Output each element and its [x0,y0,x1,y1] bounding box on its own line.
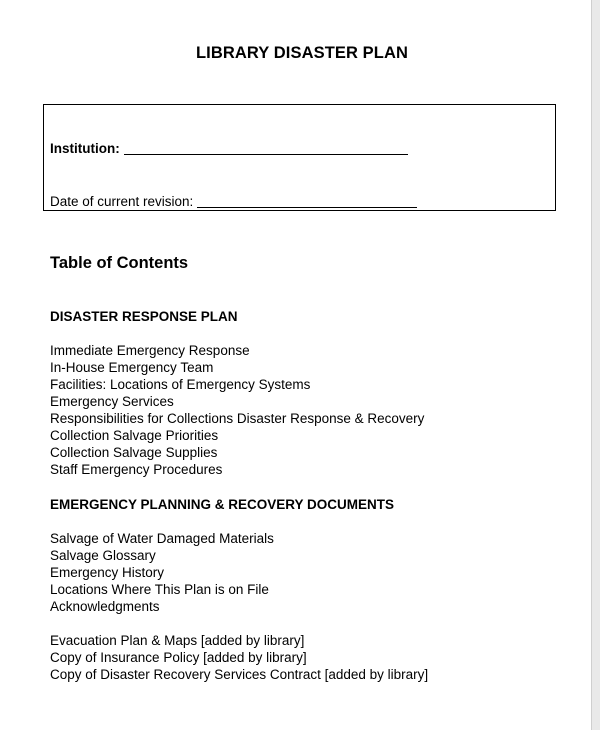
section-heading-disaster-response: DISASTER RESPONSE PLAN [50,309,238,324]
revision-date-field [50,194,417,209]
toc-item: Emergency History [50,565,165,580]
institution-field [50,141,408,156]
toc-item: Locations Where This Plan is on File [50,582,269,597]
toc-item: Collection Salvage Priorities [50,428,219,443]
institution-label: Institution: [50,141,120,156]
section-heading-emergency-planning: EMERGENCY PLANNING & RECOVERY DOCUMENTS [50,497,395,512]
page-edge-divider [591,0,592,730]
institution-blank-line [124,154,408,155]
toc-item: Immediate Emergency Response [50,343,250,358]
toc-item: Responsibilities for Collections Disaster Response & Recovery [50,411,425,426]
toc-item: Copy of Insurance Policy [added by library] [50,650,307,665]
toc-item: Salvage of Water Damaged Materials [50,531,274,546]
toc-item: Salvage Glossary [50,548,156,563]
revision-date-blank-line [197,207,417,208]
toc-item: Copy of Disaster Recovery Services Contract [added by library] [50,667,429,682]
toc-list-disaster-response [50,342,424,478]
toc-item: Emergency Services [50,394,174,409]
toc-item: Staff Emergency Procedures [50,462,223,477]
toc-item: Acknowledgments [50,599,160,614]
toc-list-appendix [50,632,428,683]
toc-item: Collection Salvage Supplies [50,445,218,460]
document-title: LIBRARY DISASTER PLAN [195,44,409,62]
toc-heading: Table of Contents [50,254,189,272]
toc-item: In-House Emergency Team [50,360,214,375]
toc-item: Evacuation Plan & Maps [added by library] [50,633,305,648]
institution-info-box [43,104,556,211]
revision-date-label: Date of current revision: [50,194,194,209]
toc-item: Facilities: Locations of Emergency Systems [50,377,311,392]
toc-list-emergency-planning [50,530,274,615]
